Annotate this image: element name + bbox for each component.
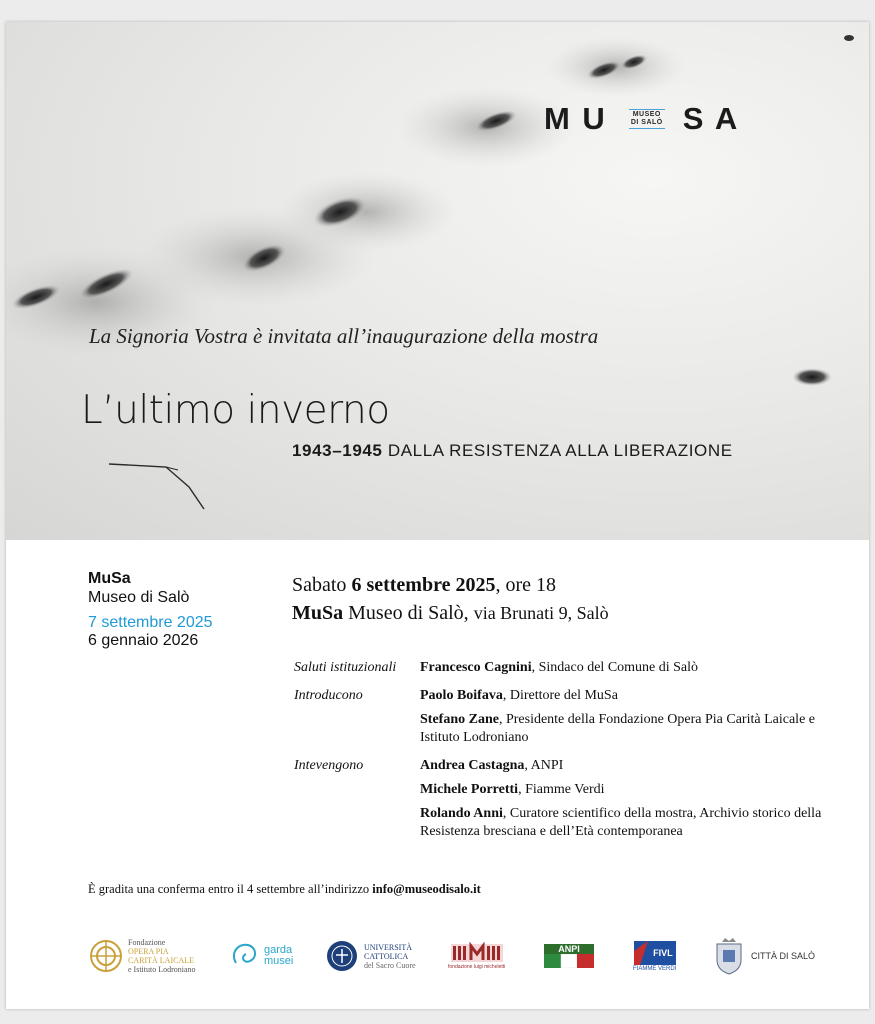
logo-left-letters: M U bbox=[544, 101, 607, 136]
person-name: Andrea Castagna bbox=[420, 758, 525, 773]
cattolica-seal-icon bbox=[325, 939, 359, 973]
fivl-caption: FIAMME VERDI bbox=[633, 965, 677, 972]
person-name: Francesco Cagnini bbox=[420, 660, 532, 675]
person-desc: , Fiamme Verdi bbox=[518, 782, 605, 797]
program-role: Introducono bbox=[294, 688, 363, 703]
person-desc: , Presidente della Fondazione Opera Pia Carità Laicale e Istituto Lodroniano bbox=[420, 712, 815, 745]
exhibition-subtitle bbox=[292, 441, 733, 461]
event-date: 6 settembre 2025 bbox=[351, 574, 496, 596]
cattolica-line-1: UNIVERSITÀ bbox=[364, 942, 412, 952]
fondazione-line-1: Fondazione bbox=[128, 938, 166, 947]
citta-di-salo-logo bbox=[713, 932, 815, 980]
fondazione-line-4: e Istituto Lodroniano bbox=[128, 965, 196, 974]
event-time: , ore 18 bbox=[495, 574, 557, 596]
logo-inner-top: MUSEO bbox=[632, 111, 661, 118]
program-role: Saluti istituzionali bbox=[294, 660, 397, 675]
event-details bbox=[292, 571, 609, 627]
fivl-badge bbox=[634, 941, 676, 965]
snow-footprints-photo bbox=[6, 22, 869, 540]
logo-inner-mark bbox=[629, 109, 665, 129]
venue-full-name: Museo di Salò bbox=[88, 589, 190, 606]
program-list bbox=[294, 659, 824, 851]
cattolica-line-2: CATTOLICA bbox=[364, 951, 409, 961]
exhibition-subtitle-text: DALLA RESISTENZA ALLA LIBERAZIONE bbox=[387, 441, 733, 460]
fivl-fiamme-verdi-logo bbox=[633, 932, 676, 980]
rsvp-email-link[interactable]: info@museodisalo.it bbox=[372, 882, 481, 896]
venue-dates-block bbox=[88, 570, 268, 650]
program-person bbox=[420, 781, 824, 799]
rsvp-line bbox=[88, 882, 481, 897]
program-person bbox=[420, 805, 824, 841]
program-person bbox=[420, 757, 824, 775]
salo-label: CITTÀ DI SALÒ bbox=[751, 951, 816, 961]
program-role: Intevengono bbox=[294, 758, 364, 773]
event-address: via Brunati 9, Salò bbox=[473, 603, 609, 623]
fondazione-emblem-icon bbox=[88, 938, 124, 974]
person-name: Rolando Anni bbox=[420, 806, 503, 821]
exhibition-end-date: 6 gennaio 2026 bbox=[88, 632, 199, 649]
micheletti-m-icon bbox=[451, 942, 503, 964]
anpi-logo bbox=[544, 932, 594, 980]
invitation-line: La Signoria Vostra è invitata all’inaugurazione della mostra bbox=[89, 324, 599, 348]
anpi-label: ANPI bbox=[544, 944, 594, 954]
rsvp-text: È gradita una conferma entro il 4 settembre all’indirizzo bbox=[88, 882, 373, 896]
universita-cattolica-logo bbox=[325, 932, 416, 980]
program-section bbox=[294, 659, 824, 677]
garda-swirl-icon bbox=[228, 939, 262, 973]
event-datetime bbox=[292, 571, 609, 599]
person-name: Paolo Boifava bbox=[420, 688, 503, 703]
exhibition-start-date: 7 settembre 2025 bbox=[88, 614, 213, 631]
snow-photo-graphic bbox=[6, 22, 869, 540]
cattolica-line-3: del Sacro Cuore bbox=[364, 960, 416, 970]
fivl-label: FIVL bbox=[653, 947, 673, 958]
logo-inner-bottom: DI SALÒ bbox=[630, 119, 663, 126]
person-desc: , Direttore del MuSa bbox=[502, 688, 618, 703]
fondazione-micheletti-logo bbox=[448, 932, 505, 980]
program-person bbox=[420, 659, 824, 677]
event-location bbox=[292, 599, 609, 627]
person-desc: , Curatore scientifico della mostra, Archivio storico della Resistenza bresciana e dell’Età contemporanea bbox=[420, 806, 822, 839]
fondazione-line-2: OPERA PIA bbox=[128, 947, 169, 956]
garda-line-2: musei bbox=[264, 955, 294, 967]
event-venue-short: MuSa bbox=[292, 602, 344, 624]
program-person bbox=[420, 711, 824, 747]
invitation-card bbox=[6, 22, 869, 1009]
person-desc: , Sindaco del Comune di Salò bbox=[531, 660, 699, 675]
event-venue: Museo di Salò, bbox=[348, 602, 469, 624]
logo-right-letters: S A bbox=[682, 101, 740, 136]
program-section bbox=[294, 687, 824, 747]
anpi-flag-icon bbox=[544, 954, 594, 968]
person-desc: , ANPI bbox=[524, 758, 564, 773]
program-person bbox=[420, 687, 824, 705]
micheletti-caption: fondazione luigi micheletti bbox=[448, 964, 506, 970]
event-day: Sabato bbox=[292, 574, 347, 596]
person-name: Michele Porretti bbox=[420, 782, 519, 797]
program-section bbox=[294, 757, 824, 841]
fondazione-line-3: CARITÀ LAICALE bbox=[128, 956, 194, 965]
garda-line-1: garda bbox=[264, 944, 293, 956]
exhibition-years: 1943–1945 bbox=[292, 441, 383, 460]
sponsor-logos bbox=[88, 932, 828, 980]
musa-logo bbox=[544, 102, 739, 136]
venue-short-name: MuSa bbox=[88, 570, 131, 587]
garda-musei-logo bbox=[228, 932, 293, 980]
person-name: Stefano Zane bbox=[420, 712, 499, 727]
fondazione-opera-pia-logo bbox=[88, 932, 196, 980]
salo-coat-of-arms-icon bbox=[713, 936, 745, 976]
exhibition-title: L’ultimo inverno bbox=[81, 388, 390, 433]
